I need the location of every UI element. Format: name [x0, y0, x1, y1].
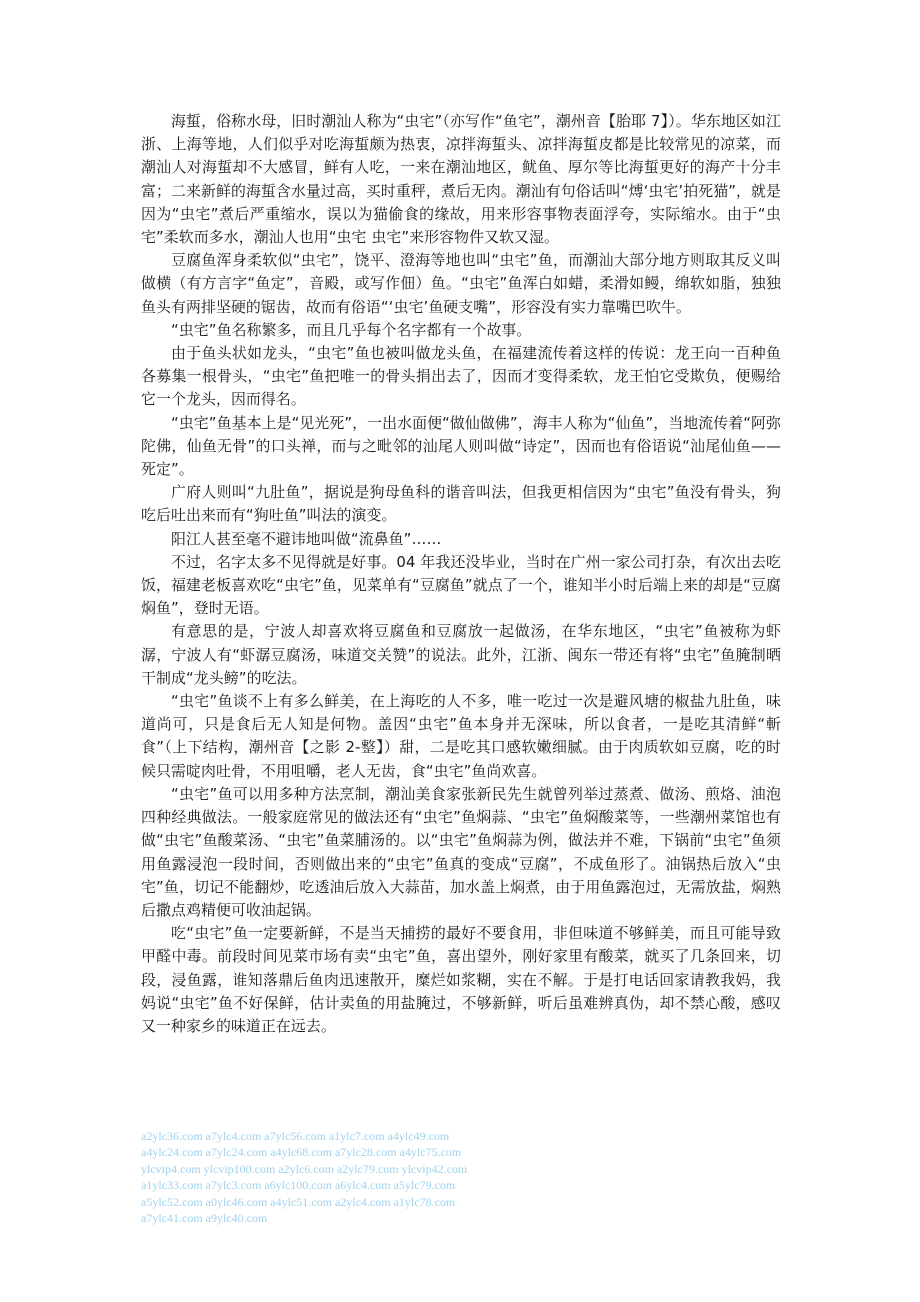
paragraph: 有意思的是，宁波人却喜欢将豆腐鱼和豆腐放一起做汤，在华东地区，“虫宅”鱼被称为虾潺，宁波人有“虾潺豆腐汤，味道交关赞”的说法。此外，江浙、闽东一带还有将“虫宅”鱼腌制晒干制成“龙头鳑”的吃法。 — [141, 622, 781, 687]
watermark-line: a1ylc33.com a7ylc3.com a6ylc100.com a6ylc4.com a5ylc79.com — [141, 1178, 456, 1193]
watermark-line: a7ylc41.com a9ylc40.com — [141, 1211, 268, 1226]
paragraph: “虫宅”鱼谈不上有多么鲜美，在上海吃的人不多，唯一吃过一次是避风塘的椒盐九肚鱼，味道尚可，只是食后无人知是何物。盖因“虫宅”鱼本身并无深味，所以食者，一是吃其清鲜“斬食”（上下结构，潮州音【之影 2-整】）甜，二是吃其口感软嫩细腻。由于肉质软如豆腐，吃的时候只需啶肉吐骨，不用咀嚼，老人无齿，食“虫宅”鱼尚欢喜。 — [141, 692, 781, 780]
watermark-line: a5ylc52.com a0ylc46.com a4ylc51.com a2ylc4.com a1ylc78.com — [141, 1194, 456, 1209]
paragraph: 吃“虫宅”鱼一定要新鲜，不是当天捕捞的最好不要食用，非但味道不够鲜美，而且可能导致甲醛中毒。前段时间见菜市场有卖“虫宅”鱼，喜出望外，刚好家里有酸菜，就买了几条回来，切段，浸鱼露，谁知落鼎后鱼肉迅速散开，糜烂如浆糊，实在不解。于是打电话回家请教我妈，我妈说“虫宅”鱼不好保鲜，估计卖鱼的用盐腌过，不够新鲜，听后虽难辨真伪，却不禁心酸，感叹又一种家乡的味道正在远去。 — [141, 924, 781, 1035]
paragraph: 广府人则叫“九肚鱼”，据说是狗母鱼科的谐音叫法，但我更相信因为“虫宅”鱼没有骨头，狗吃后吐出来而有“狗吐鱼”叫法的演变。 — [141, 483, 781, 525]
paragraph: “虫宅”鱼基本上是“见光死”，一出水面便“做仙做佛”，海丰人称为“仙鱼”，当地流传着“阿弥陀佛，仙鱼无骨”的口头禅，而与之毗邻的汕尾人则叫做“诗定”，因而也有俗语说“汕尾仙鱼——死定”。 — [141, 413, 781, 479]
paragraph: “虫宅”鱼名称繁多，而且几乎每个名字都有一个故事。 — [171, 320, 532, 339]
paragraph: 不过，名字太多不见得就是好事。04 年我还没毕业，当时在广州一家公司打杂，有次出去吃饭，福建老板喜欢吃“虫宅”鱼，见菜单有“豆腐鱼”就点了一个，谁知半小时后端上来的却是“豆腐焖鱼”，登时无语。 — [141, 552, 781, 618]
watermark-links — [141, 1128, 781, 1226]
paragraph: 豆腐鱼浑身柔软似“虫宅”，饶平、澄海等地也叫“虫宅”鱼，而潮汕大部分地方则取其反义叫做横（有方言字“鱼定”，音殿，或写作佃）鱼。“虫宅”鱼浑白如蜡，柔滑如鳗，绵软如脂，独独鱼头有两排坚硬的锯齿，故而有俗语“‘虫宅’鱼硬支嘴”，形容没有实力靠嘴巴吹牛。 — [141, 251, 781, 316]
paragraph: 阳江人甚至毫不避讳地叫做“流鼻鱼”…… — [171, 529, 442, 548]
watermark-line: a4ylc24.com a7ylc24.com a4ylc68.com a7ylc28.com a4ylc75.com — [141, 1145, 462, 1160]
paragraph: “虫宅”鱼可以用多种方法烹制，潮汕美食家张新民先生就曾列举过蒸煮、做汤、煎烙、油泡四种经典做法。一般家庭常见的做法还有“虫宅”鱼焖蒜、“虫宅”鱼焖酸菜等，一些潮州菜馆也有做“虫宅”鱼酸菜汤、“虫宅”鱼菜脯汤的。以“虫宅”鱼焖蒜为例，做法并不难，下锅前“虫宅”鱼须用鱼露浸泡一段时间，否则做出来的“虫宅”鱼真的变成“豆腐”，不成鱼形了。油锅热后放入“虫宅”鱼，切记不能翻炒，吃透油后放入大蒜苗，加水盖上焖煮，由于用鱼露泡过，无需放盐，焖熟后撒点鸡精便可收油起锅。 — [141, 784, 781, 919]
paragraph: 由于鱼头状如龙头，“虫宅”鱼也被叫做龙头鱼，在福建流传着这样的传说：龙王向一百种鱼各募集一根骨头，“虫宅”鱼把唯一的骨头捐出去了，因而才变得柔软，龙王怕它受欺负，便赐给它一个龙头，因而得名。 — [141, 344, 781, 409]
watermark-line: ylcvip4.com ylcvip100.com a2ylc6.com a2ylc79.com ylcvip42.com — [141, 1161, 468, 1176]
paragraph: 海蜇，俗称水母，旧时潮汕人称为“虫宅”（亦写作“鱼宅”，潮州音【胎耶 7】）。华东地区如江浙、上海等地，人们似乎对吃海蜇颇为热衷，凉拌海蜇头、凉拌海蜇皮都是比较常见的凉菜，而潮汕人对海蜇却不大感冒，鲜有人吃，一来在潮汕地区，鱿鱼、厚尔等比海蜇更好的海产十分丰富；二来新鲜的海蜇含水量过高，买时重秤，煮后无肉。潮汕有句俗话叫“煿‘虫宅’拍死猫”，就是因为“虫宅”煮后严重缩水，误以为猫偷食的缘故，用来形容事物表面浮夸，实际缩水。由于“虫宅”柔软而多水，潮汕人也用“虫宅 虫宅”来形容物件又软又湿。 — [141, 112, 781, 247]
watermark-line: a2ylc36.com a7ylc4.com a7ylc56.com a1ylc7.com a4ylc49.com — [141, 1129, 450, 1143]
document-body — [141, 110, 781, 1038]
